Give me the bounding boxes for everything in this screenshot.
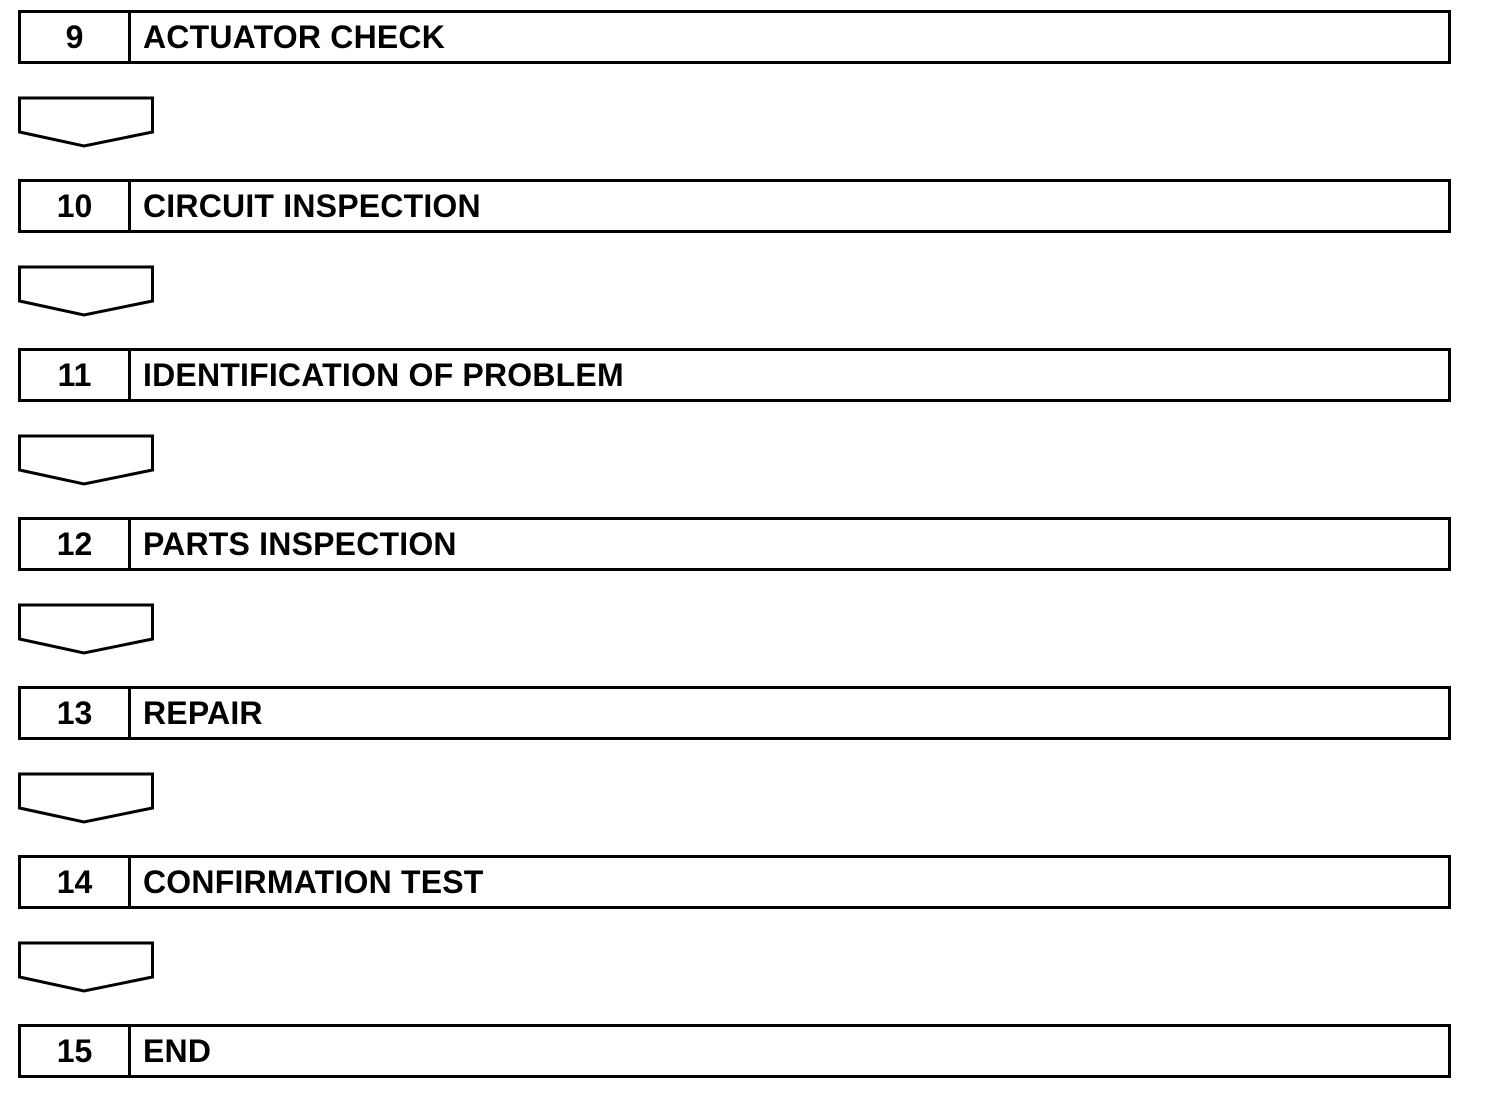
step-box-13: [18, 686, 1451, 740]
flow-connector: [18, 909, 1451, 1024]
down-arrow-tab-icon: [18, 265, 158, 319]
step-title: IDENTIFICATION OF PROBLEM: [143, 357, 624, 393]
down-arrow-tab-icon: [18, 772, 158, 826]
step-number: 12: [21, 520, 131, 568]
down-arrow-tab-icon: [18, 941, 158, 995]
step-box-14: [18, 855, 1451, 909]
down-arrow-tab-icon: [18, 96, 158, 150]
step-number: 15: [21, 1027, 131, 1075]
step-title: REPAIR: [143, 695, 263, 731]
step-title: PARTS INSPECTION: [143, 526, 457, 562]
step-title: CONFIRMATION TEST: [143, 864, 484, 900]
step-box-10: [18, 179, 1451, 233]
step-box-11: [18, 348, 1451, 402]
troubleshooting-flowchart: [18, 10, 1451, 1078]
flow-connector: [18, 64, 1451, 179]
flow-connector: [18, 402, 1451, 517]
down-arrow-tab-icon: [18, 603, 158, 657]
step-box-9: [18, 10, 1451, 64]
flow-connector: [18, 233, 1451, 348]
step-box-12: [18, 517, 1451, 571]
step-title: END: [143, 1033, 212, 1069]
down-arrow-tab-icon: [18, 434, 158, 488]
step-box-15: [18, 1024, 1451, 1078]
step-title: ACTUATOR CHECK: [143, 19, 446, 55]
flow-connector: [18, 740, 1451, 855]
step-number: 10: [21, 182, 131, 230]
step-title: CIRCUIT INSPECTION: [143, 188, 481, 224]
flow-connector: [18, 571, 1451, 686]
step-number: 9: [21, 13, 131, 61]
step-number: 11: [21, 351, 131, 399]
step-number: 14: [21, 858, 131, 906]
step-number: 13: [21, 689, 131, 737]
